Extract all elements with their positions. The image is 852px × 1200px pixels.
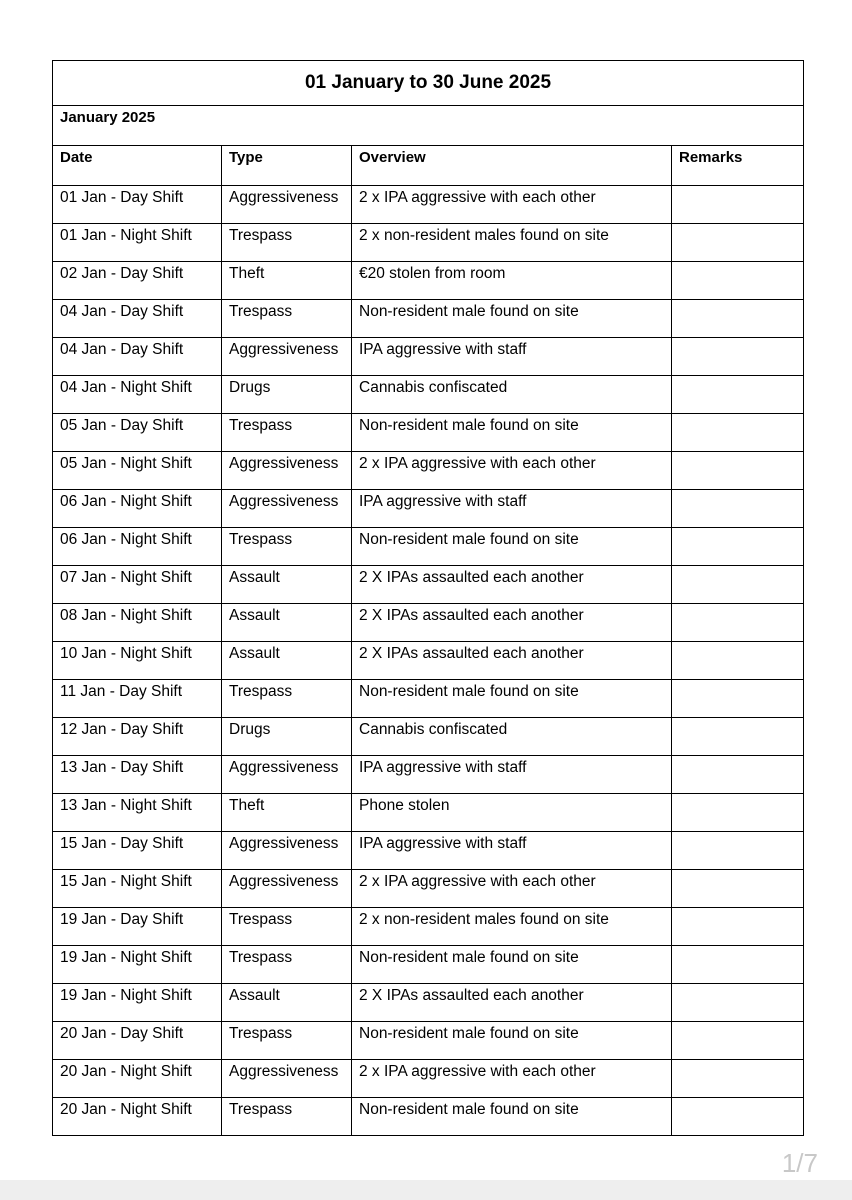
cell-overview: 2 x IPA aggressive with each other: [352, 870, 672, 908]
cell-date: 13 Jan - Night Shift: [53, 794, 222, 832]
cell-date: 12 Jan - Day Shift: [53, 718, 222, 756]
column-header-type: Type: [222, 146, 352, 186]
cell-remarks: [672, 1060, 804, 1098]
cell-overview: 2 X IPAs assaulted each another: [352, 566, 672, 604]
table-row: [53, 1022, 804, 1060]
table-row: [53, 566, 804, 604]
cell-overview: IPA aggressive with staff: [352, 338, 672, 376]
cell-remarks: [672, 794, 804, 832]
page-indicator: 1/7: [781, 1148, 818, 1178]
table-row: [53, 224, 804, 262]
cell-overview: Non-resident male found on site: [352, 1022, 672, 1060]
cell-type: Aggressiveness: [222, 186, 352, 224]
cell-type: Theft: [222, 794, 352, 832]
table-row: [53, 946, 804, 984]
table-row: [53, 832, 804, 870]
table-row: [53, 186, 804, 224]
cell-type: Drugs: [222, 718, 352, 756]
cell-remarks: [672, 832, 804, 870]
cell-remarks: [672, 984, 804, 1022]
cell-overview: 2 x non-resident males found on site: [352, 908, 672, 946]
cell-overview: 2 x IPA aggressive with each other: [352, 452, 672, 490]
cell-type: Assault: [222, 984, 352, 1022]
column-header-row: [53, 146, 804, 186]
cell-overview: IPA aggressive with staff: [352, 832, 672, 870]
cell-date: 19 Jan - Night Shift: [53, 946, 222, 984]
cell-date: 13 Jan - Day Shift: [53, 756, 222, 794]
cell-type: Trespass: [222, 414, 352, 452]
cell-remarks: [672, 566, 804, 604]
column-header-remarks: Remarks: [672, 146, 804, 186]
cell-date: 08 Jan - Night Shift: [53, 604, 222, 642]
cell-overview: 2 x IPA aggressive with each other: [352, 186, 672, 224]
cell-date: 05 Jan - Night Shift: [53, 452, 222, 490]
cell-remarks: [672, 186, 804, 224]
table-row: [53, 452, 804, 490]
cell-overview: Cannabis confiscated: [352, 718, 672, 756]
cell-overview: Non-resident male found on site: [352, 680, 672, 718]
cell-date: 15 Jan - Day Shift: [53, 832, 222, 870]
cell-date: 11 Jan - Day Shift: [53, 680, 222, 718]
cell-date: 04 Jan - Day Shift: [53, 300, 222, 338]
document-title: 01 January to 30 June 2025: [53, 61, 804, 106]
table-row: [53, 1060, 804, 1098]
cell-type: Trespass: [222, 224, 352, 262]
cell-date: 15 Jan - Night Shift: [53, 870, 222, 908]
table-row: [53, 718, 804, 756]
cell-type: Trespass: [222, 908, 352, 946]
cell-overview: 2 X IPAs assaulted each another: [352, 984, 672, 1022]
cell-date: 04 Jan - Day Shift: [53, 338, 222, 376]
cell-type: Assault: [222, 604, 352, 642]
cell-remarks: [672, 642, 804, 680]
table-row: [53, 338, 804, 376]
cell-remarks: [672, 756, 804, 794]
cell-overview: IPA aggressive with staff: [352, 490, 672, 528]
table-row: [53, 1098, 804, 1136]
cell-overview: 2 x non-resident males found on site: [352, 224, 672, 262]
cell-overview: Non-resident male found on site: [352, 528, 672, 566]
table-row: [53, 604, 804, 642]
cell-type: Trespass: [222, 1022, 352, 1060]
cell-remarks: [672, 376, 804, 414]
cell-date: 20 Jan - Day Shift: [53, 1022, 222, 1060]
cell-remarks: [672, 946, 804, 984]
cell-date: 10 Jan - Night Shift: [53, 642, 222, 680]
table-row: [53, 984, 804, 1022]
cell-remarks: [672, 490, 804, 528]
title-row: [53, 61, 804, 106]
cell-type: Aggressiveness: [222, 490, 352, 528]
cell-type: Aggressiveness: [222, 1060, 352, 1098]
cell-date: 05 Jan - Day Shift: [53, 414, 222, 452]
table-row: [53, 490, 804, 528]
cell-remarks: [672, 908, 804, 946]
cell-overview: €20 stolen from room: [352, 262, 672, 300]
cell-date: 19 Jan - Night Shift: [53, 984, 222, 1022]
cell-date: 06 Jan - Night Shift: [53, 490, 222, 528]
cell-type: Aggressiveness: [222, 870, 352, 908]
cell-remarks: [672, 604, 804, 642]
cell-remarks: [672, 414, 804, 452]
column-header-date: Date: [53, 146, 222, 186]
table-row: [53, 908, 804, 946]
cell-overview: Cannabis confiscated: [352, 376, 672, 414]
cell-overview: 2 X IPAs assaulted each another: [352, 642, 672, 680]
cell-remarks: [672, 338, 804, 376]
cell-date: 06 Jan - Night Shift: [53, 528, 222, 566]
cell-type: Theft: [222, 262, 352, 300]
cell-remarks: [672, 300, 804, 338]
cell-date: 04 Jan - Night Shift: [53, 376, 222, 414]
cell-date: 19 Jan - Day Shift: [53, 908, 222, 946]
table-row: [53, 680, 804, 718]
cell-remarks: [672, 262, 804, 300]
cell-date: 02 Jan - Day Shift: [53, 262, 222, 300]
cell-overview: Non-resident male found on site: [352, 946, 672, 984]
table-row: [53, 642, 804, 680]
cell-type: Trespass: [222, 528, 352, 566]
cell-overview: Non-resident male found on site: [352, 414, 672, 452]
table-row: [53, 794, 804, 832]
cell-remarks: [672, 1098, 804, 1136]
table-row: [53, 300, 804, 338]
cell-remarks: [672, 1022, 804, 1060]
cell-overview: 2 x IPA aggressive with each other: [352, 1060, 672, 1098]
cell-type: Assault: [222, 566, 352, 604]
cell-type: Aggressiveness: [222, 338, 352, 376]
cell-overview: Phone stolen: [352, 794, 672, 832]
cell-overview: 2 X IPAs assaulted each another: [352, 604, 672, 642]
cell-type: Trespass: [222, 300, 352, 338]
cell-type: Trespass: [222, 946, 352, 984]
table-row: [53, 414, 804, 452]
incident-rows: [53, 186, 804, 1136]
incident-table: [52, 60, 804, 1136]
cell-date: 07 Jan - Night Shift: [53, 566, 222, 604]
cell-type: Aggressiveness: [222, 452, 352, 490]
cell-type: Drugs: [222, 376, 352, 414]
cell-overview: Non-resident male found on site: [352, 300, 672, 338]
column-header-overview: Overview: [352, 146, 672, 186]
table-row: [53, 262, 804, 300]
cell-remarks: [672, 224, 804, 262]
table-row: [53, 756, 804, 794]
cell-remarks: [672, 718, 804, 756]
cell-date: 20 Jan - Night Shift: [53, 1098, 222, 1136]
cell-type: Assault: [222, 642, 352, 680]
cell-remarks: [672, 870, 804, 908]
cell-remarks: [672, 680, 804, 718]
cell-type: Aggressiveness: [222, 756, 352, 794]
month-row: [53, 106, 804, 146]
month-heading: January 2025: [53, 106, 804, 146]
cell-overview: IPA aggressive with staff: [352, 756, 672, 794]
cell-type: Trespass: [222, 1098, 352, 1136]
cell-remarks: [672, 528, 804, 566]
cell-date: 20 Jan - Night Shift: [53, 1060, 222, 1098]
cell-type: Trespass: [222, 680, 352, 718]
cell-remarks: [672, 452, 804, 490]
cell-date: 01 Jan - Night Shift: [53, 224, 222, 262]
cell-overview: Non-resident male found on site: [352, 1098, 672, 1136]
table-row: [53, 376, 804, 414]
viewer-bottom-bar: [0, 1180, 852, 1200]
cell-date: 01 Jan - Day Shift: [53, 186, 222, 224]
table-row: [53, 528, 804, 566]
cell-type: Aggressiveness: [222, 832, 352, 870]
table-row: [53, 870, 804, 908]
